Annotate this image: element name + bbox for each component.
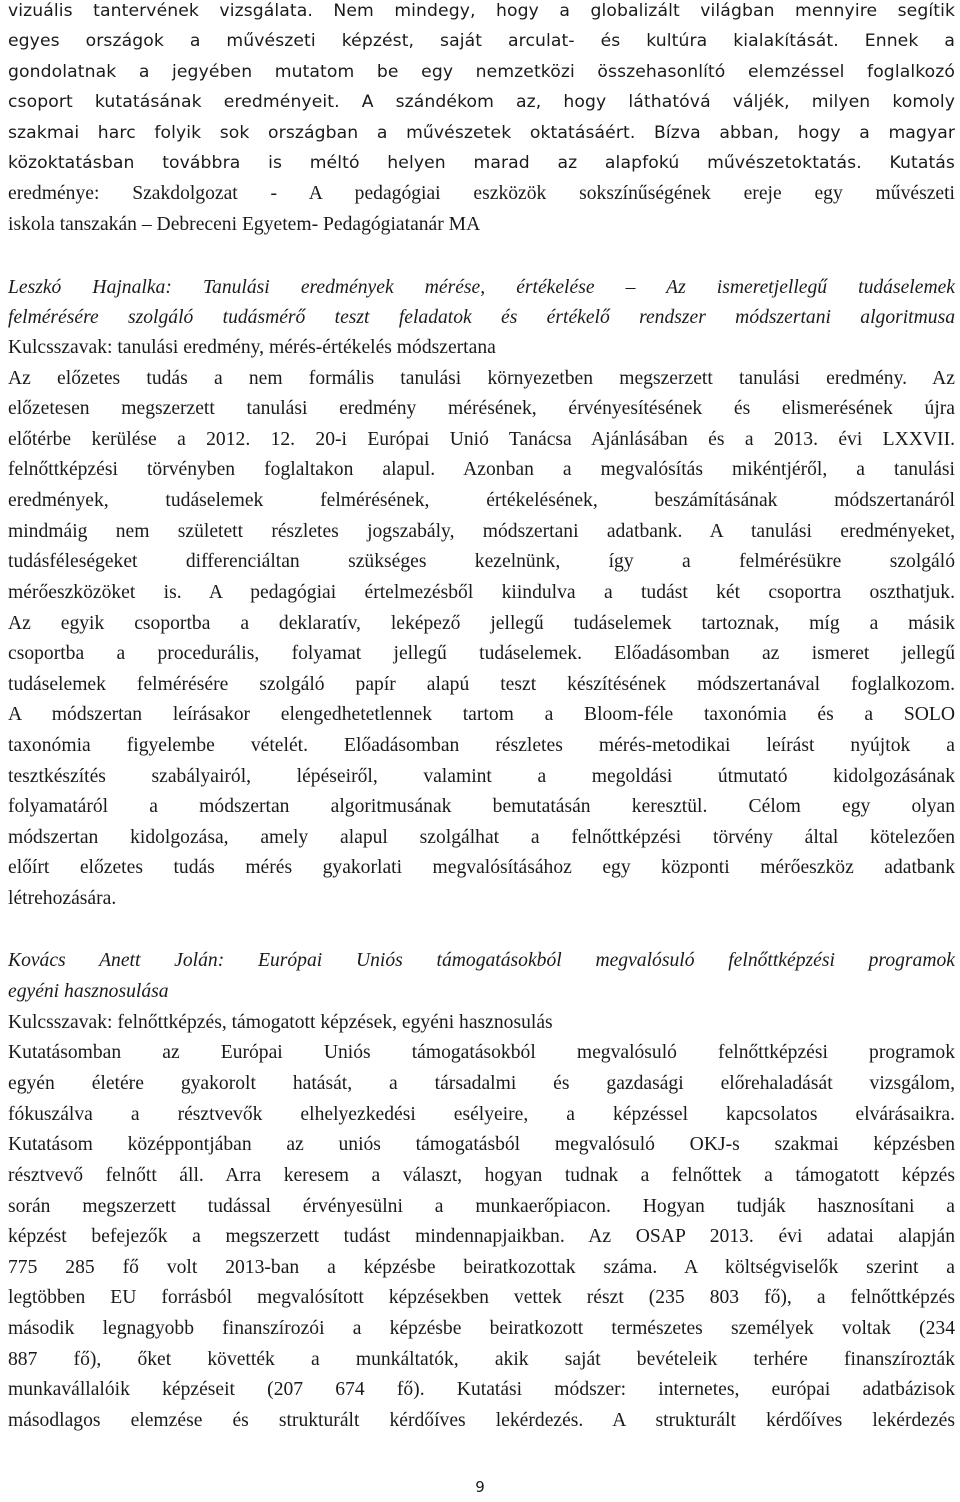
text-line: előzetesen megszerzett tanulási eredmény mérésének, érvényesítésének és elismerésének újra <box>8 398 955 419</box>
text-line: résztvevő felnőtt áll. Arra keresem a választ, hogyan tudnak a felnőttek a támogatott képzés <box>8 1165 955 1186</box>
text-line: mérőeszközöket is. A pedagógiai értelmezésből kiindulva a tudást két csoportra oszthatjuk. <box>8 582 955 603</box>
text-line: Kovács Anett Jolán: Európai Uniós támogatásokból megvalósuló felnőttképzési programok <box>8 950 955 971</box>
text-line: taxonómia figyelembe vételét. Előadásomban részletes mérés-metodikai leírást nyújtok a <box>8 735 955 756</box>
text-line: 775 285 fő volt 2013-ban a képzésbe beiratkozottak száma. A költségviselők szerint a <box>8 1257 955 1278</box>
text-line: eredménye: Szakdolgozat - A pedagógiai eszközök sokszínűségének ereje egy művészeti <box>8 183 955 204</box>
text-line: legtöbben EU forrásból megvalósított képzésekben vettek részt (235 803 fő), a felnőttképzés <box>8 1287 955 1308</box>
text-line: során megszerzett tudással érvényesülni a munkaerőpiacon. Hogyan tudják hasznosítani a <box>8 1196 955 1217</box>
text-line: Kutatásom középpontjában az uniós támogatásból megvalósuló OKJ-s szakmai képzésben <box>8 1134 955 1155</box>
text-line: Az előzetes tudás a nem formális tanulási környezetben megszerzett tanulási eredmény. Az <box>8 368 955 389</box>
text-line: képzést befejezők a megszerzett tudást mindennapjaikban. Az OSAP 2013. évi adatai alapján <box>8 1226 955 1247</box>
text-line: Kutatásomban az Európai Uniós támogatásokból megvalósuló felnőttképzési programok <box>8 1042 955 1063</box>
page-number: 9 <box>475 1478 485 1496</box>
text-line: másodlagos elemzése és strukturált kérdőíves lekérdezés. A strukturált kérdőíves lekérdezés <box>8 1410 955 1431</box>
text-line: második legnagyobb finanszírozói a képzésbe beiratkozott természetes személyek voltak (234 <box>8 1318 955 1339</box>
text-line: csoportba a procedurális, folyamat jellegű tudáselemek. Előadásomban az ismeret jellegű <box>8 643 955 664</box>
text-line: fókuszálva a résztvevők elhelyezkedési esélyeire, a képzéssel kapcsolatos elvárásaikra. <box>8 1104 955 1125</box>
text-line: 887 fő), őket követték a munkáltatók, akik saját bevételeik terhére finanszírozták <box>8 1349 955 1370</box>
text-line: Az egyik csoportba a deklaratív, leképező jellegű tudáselemek tartoznak, míg a másik <box>8 613 955 634</box>
text-line: Kulcsszavak: tanulási eredmény, mérés-értékelés módszertana <box>8 337 496 358</box>
text-line: szakmai harc folyik sok országban a művészetek oktatásáért. Bízva abban, hogy a magyar <box>8 123 955 143</box>
text-line: tudáselemek felmérésére szolgáló papír alapú teszt készítésének módszertanával foglalkozom. <box>8 674 955 695</box>
text-line: egyén életére gyakorolt hatását, a társadalmi és gazdasági előrehaladását vizsgálom, <box>8 1073 955 1094</box>
text-line: Leszkó Hajnalka: Tanulási eredmények mérése, értékelése – Az ismeretjellegű tudáselemek <box>8 277 955 298</box>
text-line: módszertan kidolgozása, amely alapul szolgálhat a felnőttképzési törvény által kötelezően <box>8 827 955 848</box>
text-line: egyéni hasznosulása <box>8 981 169 1002</box>
text-line: közoktatásban továbbra is méltó helyen marad az alapfokú művészetoktatás. Kutatás <box>8 153 955 173</box>
text-line: előtérbe kerülése a 2012. 12. 20-i Európai Unió Tanácsa Ajánlásában és a 2013. évi LXXVII. <box>8 429 955 450</box>
text-line: gondolatnak a jegyében mutatom be egy nemzetközi összehasonlító elemzéssel foglalkozó <box>8 62 955 82</box>
text-line: tesztkészítés szabályairól, lépéseiről, valamint a megoldási útmutató kidolgozásának <box>8 766 955 787</box>
text-line: egyes országok a művészeti képzést, saját arculat- és kultúra kialakítását. Ennek a <box>8 31 955 51</box>
text-line: felnőttképzési törvényben foglaltakon alapul. Azonban a megvalósítás mikéntjéről, a tanulási <box>8 459 955 480</box>
text-line: tudásféleségeket differenciáltan szükséges kezelnünk, így a felmérésükre szolgáló <box>8 551 955 572</box>
text-line: Kulcsszavak: felnőttképzés, támogatott képzések, egyéni hasznosulás <box>8 1012 553 1033</box>
text-line: felmérésére szolgáló tudásmérő teszt feladatok és értékelő rendszer módszertani algoritmusa <box>8 307 955 328</box>
text-line: vizuális tantervének vizsgálata. Nem mindegy, hogy a globalizált világban mennyire segítik <box>8 1 955 21</box>
text-line: eredmények, tudáselemek felmérésének, értékelésének, beszámításának módszertanáról <box>8 490 955 511</box>
text-line: előírt előzetes tudás mérés gyakorlati megvalósításához egy központi mérőeszköz adatbank <box>8 857 955 878</box>
text-line: munkavállalóik képzéseit (207 674 fő). Kutatási módszer: internetes, európai adatbázisok <box>8 1379 955 1400</box>
text-line: csoport kutatásának eredményeit. A szándékom az, hogy láthatóvá váljék, milyen komoly <box>8 92 955 112</box>
text-line: mindmáig nem született részletes jogszabály, módszertani adatbank. A tanulási eredményeket, <box>8 521 955 542</box>
text-line: létrehozására. <box>8 888 117 909</box>
text-line: A módszertan leírásakor elengedhetetlennek tartom a Bloom-féle taxonómia és a SOLO <box>8 704 955 725</box>
text-line: iskola tanszakán – Debreceni Egyetem- Pedagógiatanár MA <box>8 214 481 235</box>
text-line: folyamatáról a módszertan algoritmusának bemutatásán keresztül. Célom egy olyan <box>8 796 955 817</box>
